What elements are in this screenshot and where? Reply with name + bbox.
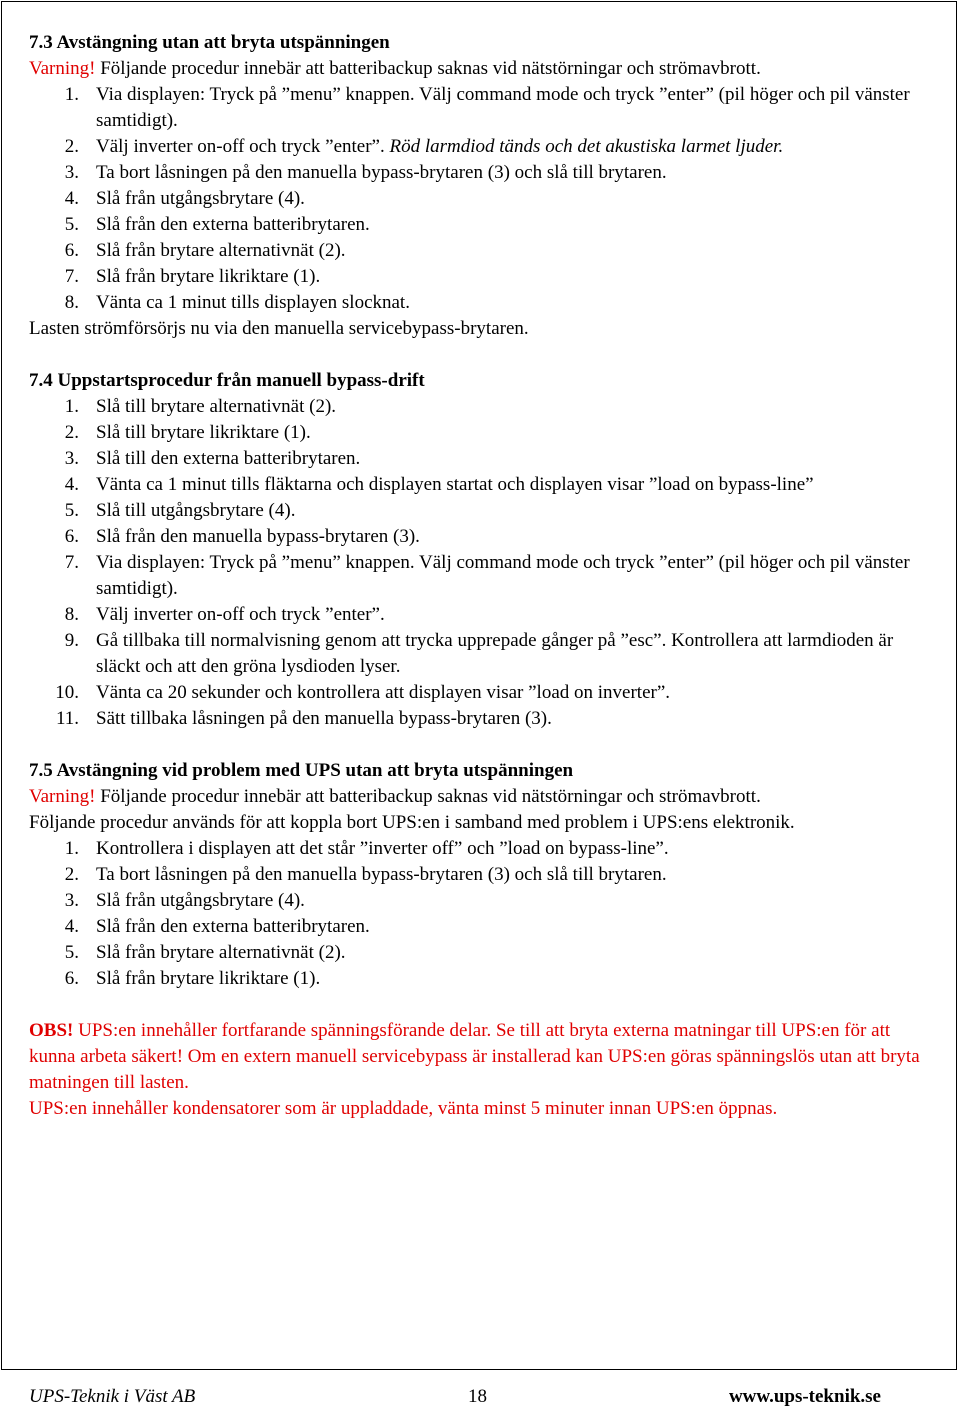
list-item [29, 420, 929, 446]
list-item [29, 862, 929, 888]
section-heading: 7.3 Avstängning utan att bryta utspänningen [29, 32, 390, 53]
section-heading: 7.4 Uppstartsprocedur från manuell bypass-drift [29, 370, 425, 391]
list-number: 4. [64, 474, 79, 495]
warning-paragraph [29, 56, 929, 82]
warning-text: Följande procedur innebär att batteribackup saknas vid nätstörningar och strömavbrott. [95, 58, 761, 79]
footer-website: www.ups-teknik.se [728, 1386, 881, 1407]
page-footer [29, 1383, 881, 1411]
list-item [29, 888, 929, 914]
list-item [29, 914, 929, 940]
closing-paragraph: Lasten strömförsörjs nu via den manuella servicebypass-brytaren. [29, 318, 529, 339]
section-heading: 7.5 Avstängning vid problem med UPS utan att bryta utspänningen [29, 760, 574, 781]
list-item [29, 446, 929, 472]
list-number: 3. [64, 448, 79, 469]
list-item [29, 238, 929, 264]
warning-label: Varning! [29, 58, 96, 79]
list-text: Slå från den externa batteribrytaren. [96, 916, 370, 937]
list-item [29, 550, 929, 602]
list-item [29, 290, 929, 316]
list-number: 11. [55, 708, 79, 729]
list-item [29, 264, 929, 290]
list-item [29, 498, 929, 524]
list-text: Slå till utgångsbrytare (4). [96, 500, 296, 521]
notice-label: OBS! [29, 1020, 74, 1041]
list-number: 6. [64, 240, 79, 261]
list-text: Vänta ca 1 minut tills fläktarna och displayen startat och displayen visar ”load on bypass-line” [96, 474, 814, 495]
list-number: 6. [64, 968, 79, 989]
list-item [29, 134, 929, 160]
list-item [29, 524, 929, 550]
list-text: Slå från brytare likriktare (1). [96, 968, 321, 989]
list-text: Via displayen: Tryck på ”menu” knappen. Välj command mode och tryck ”enter” (pil höger och pil vänster samtidigt). [96, 84, 910, 131]
list-text: Gå tillbaka till normalvisning genom att trycka upprepade gånger på ”esc”. Kontrollera att larmdioden är släckt och att den gröna lysdioden lyser. [96, 630, 894, 677]
list-text: Slå till brytare likriktare (1). [96, 422, 311, 443]
list-text: Slå från brytare likriktare (1). [96, 266, 321, 287]
section-7-5 [29, 758, 929, 992]
list-item [29, 160, 929, 186]
list-number: 2. [64, 422, 79, 443]
list-text: Slå från brytare alternativnät (2). [96, 240, 346, 261]
safety-notice [29, 1018, 929, 1122]
list-text: Via displayen: Tryck på ”menu” knappen. Välj command mode och tryck ”enter” (pil höger och pil vänster samtidigt). [96, 552, 910, 599]
list-number: 8. [64, 604, 79, 625]
list-number: 2. [64, 864, 79, 885]
list-text: Ta bort låsningen på den manuella bypass-brytaren (3) och slå till brytaren. [96, 864, 667, 885]
list-item [29, 706, 929, 732]
list-text: Ta bort låsningen på den manuella bypass-brytaren (3) och slå till brytaren. [96, 162, 667, 183]
list-text: Slå till den externa batteribrytaren. [96, 448, 361, 469]
page-content [29, 30, 929, 1122]
list-text: Slå från brytare alternativnät (2). [96, 942, 346, 963]
list-item [29, 836, 929, 862]
list-number: 4. [64, 188, 79, 209]
list-number: 6. [64, 526, 79, 547]
list-item [29, 940, 929, 966]
warning-paragraph [29, 784, 929, 810]
list-item [29, 82, 929, 134]
list-number: 5. [64, 942, 79, 963]
page-number: 18 [468, 1386, 487, 1407]
intro-paragraph: Följande procedur används för att koppla bort UPS:en i samband med problem i UPS:ens elektronik. [29, 812, 795, 833]
list-item [29, 602, 929, 628]
footer-company: UPS-Teknik i Väst AB [29, 1386, 196, 1407]
list-text: Vänta ca 20 sekunder och kontrollera att displayen visar ”load on inverter”. [96, 682, 671, 703]
list-number: 7. [64, 552, 79, 573]
warning-label: Varning! [29, 786, 96, 807]
notice-paragraph-2: UPS:en innehåller kondensatorer som är uppladdade, vänta minst 5 minuter innan UPS:en öppnas. [29, 1098, 778, 1119]
list-item [29, 628, 929, 680]
list-item [29, 212, 929, 238]
list-text: Vänta ca 1 minut tills displayen slocknat. [96, 292, 410, 313]
list-number: 5. [64, 214, 79, 235]
list-item [29, 394, 929, 420]
list-text: Kontrollera i displayen att det står ”inverter off” och ”load on bypass-line”. [96, 838, 669, 859]
list-number: 4. [64, 916, 79, 937]
list-text: Slå från utgångsbrytare (4). [96, 188, 305, 209]
list-number: 3. [64, 162, 79, 183]
list-item [29, 966, 929, 992]
list-item [29, 680, 929, 706]
list-text-italic: Röd larmdiod tänds och det akustiska larmet ljuder. [389, 136, 784, 157]
section-7-4 [29, 368, 929, 732]
list-text: Slå från den manuella bypass-brytaren (3). [96, 526, 420, 547]
list-item [29, 186, 929, 212]
list-text: Slå från den externa batteribrytaren. [96, 214, 370, 235]
list-number: 3. [64, 890, 79, 911]
list-text: Sätt tillbaka låsningen på den manuella bypass-brytaren (3). [96, 708, 552, 729]
list-item [29, 472, 929, 498]
warning-text: Följande procedur innebär att batteribackup saknas vid nätstörningar och strömavbrott. [95, 786, 761, 807]
list-number: 8. [64, 292, 79, 313]
notice-text: UPS:en innehåller fortfarande spänningsförande delar. Se till att bryta externa matningar till UPS:en för att kunna arbeta säkert! Om en extern manuell servicebypass är installerad kan UPS:en göras spänningslös utan att bryta matningen till lasten. [29, 1020, 920, 1093]
section-7-3 [29, 30, 929, 342]
list-number: 7. [64, 266, 79, 287]
list-number: 1. [64, 84, 79, 105]
list-number: 10. [55, 682, 79, 703]
list-text: Välj inverter on-off och tryck ”enter”. [96, 136, 390, 157]
list-number: 2. [64, 136, 79, 157]
notice-paragraph [29, 1018, 929, 1096]
list-number: 1. [64, 838, 79, 859]
list-number: 9. [64, 630, 79, 651]
list-number: 5. [64, 500, 79, 521]
list-number: 1. [64, 396, 79, 417]
list-text: Slå till brytare alternativnät (2). [96, 396, 337, 417]
list-text: Slå från utgångsbrytare (4). [96, 890, 305, 911]
list-text: Välj inverter on-off och tryck ”enter”. [96, 604, 385, 625]
